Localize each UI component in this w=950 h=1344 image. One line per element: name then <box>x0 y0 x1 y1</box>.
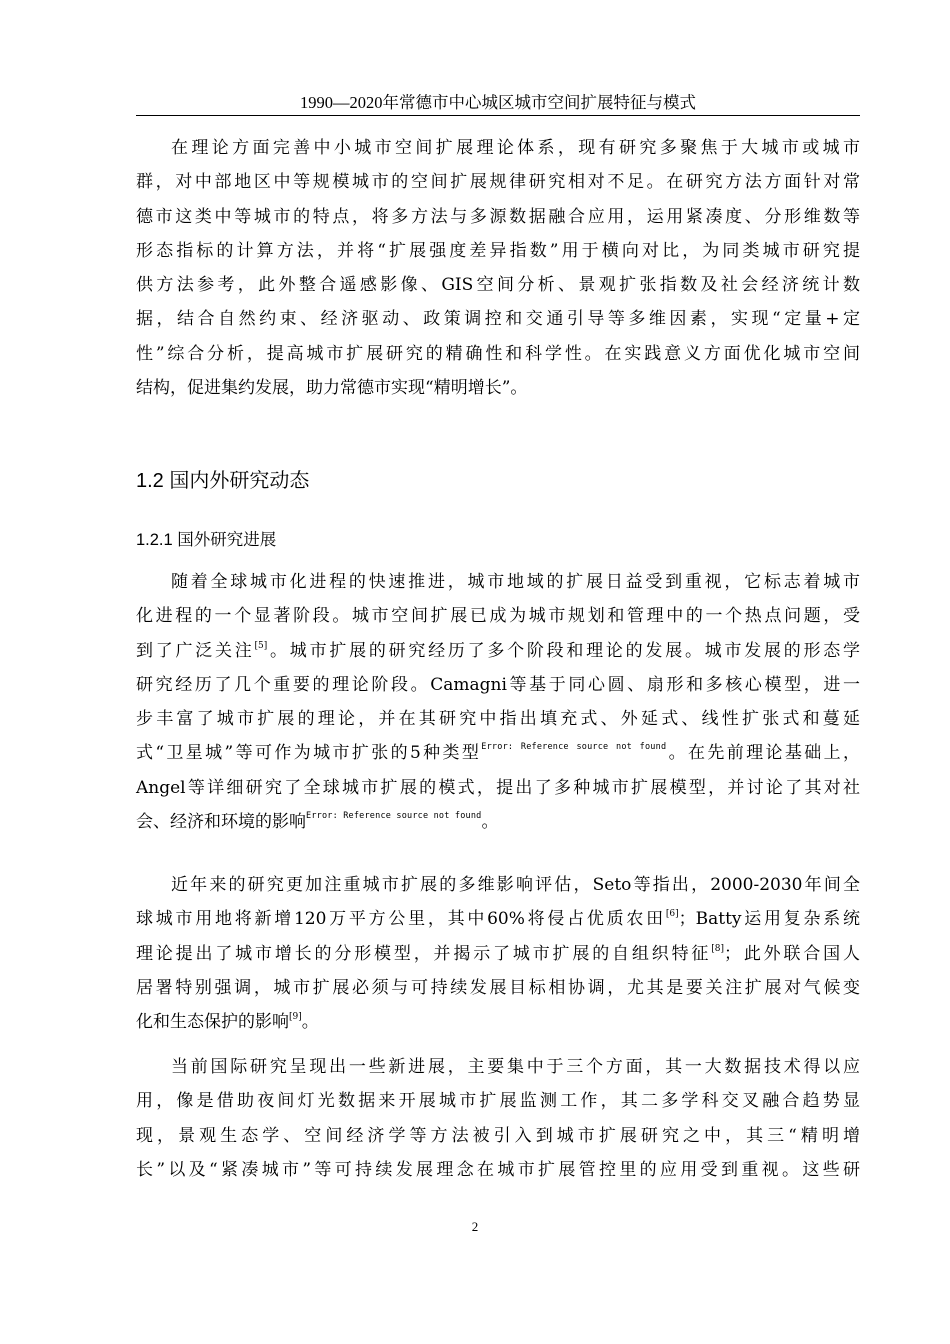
text-line: 在理论方面完善中小城市空间扩展理论体系，现有研究多聚焦于大城市或城市 <box>171 138 860 158</box>
text-line: Angel等详细研究了全球城市扩展的模式，提出了多种城市扩展模型，并讨论了其对社 <box>136 777 860 798</box>
text-line: 研究经历了几个重要的理论阶段。Camagni等基于同心圆、扇形和多核心模型，进一 <box>136 674 860 695</box>
text-run: 。 <box>301 1012 319 1033</box>
text-line: 性”综合分析，提高城市扩展研究的精确性和科学性。在实践意义方面优化城市空间 <box>136 343 860 364</box>
reference-error: Error: Reference source not found <box>306 811 482 822</box>
text-run: 。 <box>481 812 499 833</box>
text-run: 会、经济和环境的影响 <box>136 812 306 833</box>
text-line: 结构，促进集约发展，助力常德市实现“精明增长”。 <box>136 378 528 399</box>
text-run: 。在先前理论基础上， <box>666 743 860 764</box>
citation-ref[interactable]: [8] <box>711 943 724 954</box>
text-line: 近年来的研究更加注重城市扩展的多维影响评估，Seto等指出，2000-2030年间全 <box>171 875 860 895</box>
text-line <box>136 634 860 668</box>
subsection-heading: 1.2.1 国外研究进展 <box>136 531 277 549</box>
section-heading: 1.2 国内外研究动态 <box>136 470 310 492</box>
text-line <box>136 805 860 839</box>
text-line: 据，结合自然约束、经济驱动、政策调控和交通引导等多维因素，实现“定量+定 <box>136 309 860 330</box>
text-line: 现，景观生态学、空间经济学等方法被引入到城市扩展研究之中，其三“精明增 <box>136 1125 860 1146</box>
text-line: 随着全球城市化进程的快速推进，城市地域的扩展日益受到重视，它标志着城市 <box>171 572 860 592</box>
text-line: 用，像是借助夜间灯光数据来开展城市扩展监测工作，其二多学科交叉融合趋势显 <box>136 1091 860 1112</box>
text-line: 德市这类中等城市的特点，将多方法与多源数据融合应用，运用紧凑度、分形维数等 <box>136 206 860 227</box>
text-run: 化和生态保护的影响 <box>136 1012 289 1033</box>
text-line: 供方法参考，此外整合遥感影像、GIS空间分析、景观扩张指数及社会经济统计数 <box>136 275 860 296</box>
citation-ref[interactable]: [9] <box>289 1012 302 1023</box>
paragraph-international-trends <box>136 1050 860 1187</box>
paragraph-recent-research <box>136 868 860 1039</box>
citation-ref[interactable]: [6] <box>665 909 679 920</box>
text-line <box>136 902 860 936</box>
text-line: 形态指标的计算方法，并将“扩展强度差异指数”用于横向对比，为同类城市研究提 <box>136 240 860 261</box>
text-line: 群，对中部地区中等规模城市的空间扩展规律研究相对不足。在研究方法方面针对常 <box>136 172 860 193</box>
page-number: 2 <box>471 1219 479 1234</box>
text-line: 化进程的一个显著阶段。城市空间扩展已成为城市规划和管理中的一个热点问题，受 <box>136 606 860 627</box>
text-run: 球城市用地将新增120万平方公里，其中60%将侵占优质农田 <box>136 909 666 930</box>
text-run: 理论提出了城市增长的分形模型，并揭示了城市扩展的自组织特征 <box>136 943 712 964</box>
text-run: 。城市扩展的研究经历了多个阶段和理论的发展。城市发展的形态学 <box>267 640 861 661</box>
text-run: ；此外联合国人 <box>723 943 860 964</box>
paragraph-research-significance <box>136 131 860 405</box>
paragraph-foreign-progress <box>136 565 860 839</box>
citation-ref[interactable]: [5] <box>254 640 268 651</box>
text-run: 式“卫星城”等可作为城市扩张的5种类型 <box>136 743 482 764</box>
text-line <box>136 1005 860 1039</box>
text-run: 到了广泛关注 <box>136 640 255 661</box>
text-line: 步丰富了城市扩展的理论，并在其研究中指出填充式、外延式、线性扩张式和蔓延 <box>136 709 860 730</box>
text-line <box>136 937 860 971</box>
text-line: 长”以及“紧凑城市”等可持续发展理念在城市扩展管控里的应用受到重视。这些研 <box>136 1159 860 1180</box>
text-run: ；Batty运用复杂系统 <box>678 909 860 930</box>
running-header: 1990—2020年常德市中心城区城市空间扩展特征与模式 <box>300 93 696 112</box>
text-line: 当前国际研究呈现出一些新进展，主要集中于三个方面，其一大数据技术得以应 <box>171 1057 860 1077</box>
text-line <box>136 736 860 770</box>
header-rule <box>136 115 860 116</box>
text-line: 居署特别强调，城市扩展必须与可持续发展目标相协调，尤其是要关注扩展对气候变 <box>136 977 860 998</box>
reference-error: Error: Reference source not found <box>481 742 667 753</box>
